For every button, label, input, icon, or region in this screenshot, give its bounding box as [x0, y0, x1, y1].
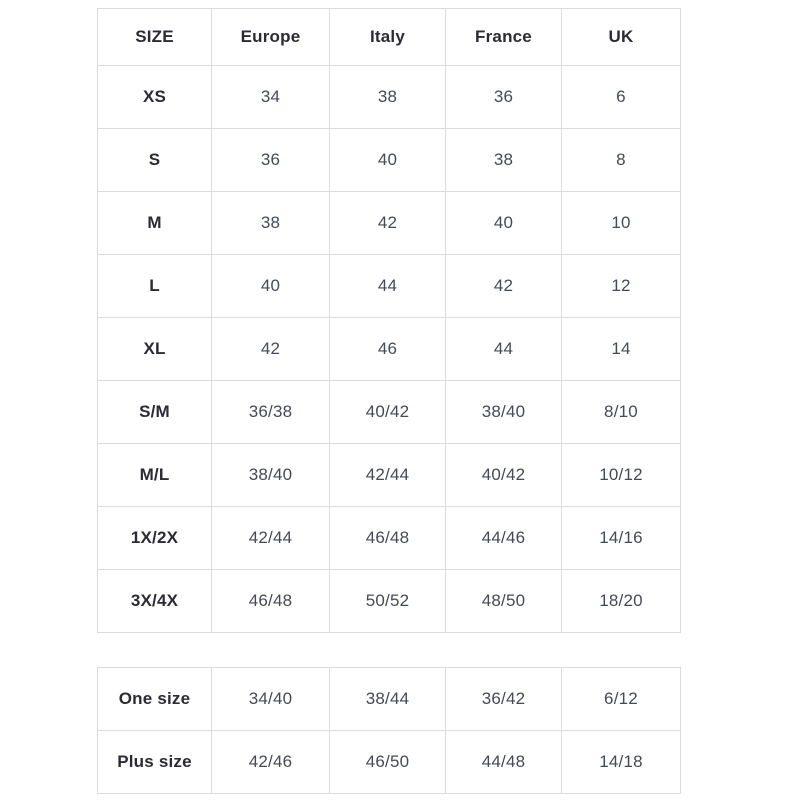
size-value-cell: 40 [330, 129, 446, 192]
row-label: S [98, 129, 212, 192]
size-value-cell: 8 [562, 129, 681, 192]
size-value-cell: 10/12 [562, 444, 681, 507]
column-header-europe: Europe [212, 9, 330, 66]
table-row [98, 668, 681, 731]
size-value-cell: 38 [212, 192, 330, 255]
size-table-body [98, 66, 681, 633]
table-row [98, 192, 681, 255]
size-value-cell: 46/50 [330, 731, 446, 794]
size-value-cell: 44 [330, 255, 446, 318]
special-sizes-table-body [98, 668, 681, 794]
size-value-cell: 38/40 [446, 381, 562, 444]
size-value-cell: 42/44 [212, 507, 330, 570]
size-value-cell: 36 [446, 66, 562, 129]
column-header-italy: Italy [330, 9, 446, 66]
table-row [98, 318, 681, 381]
size-value-cell: 44/46 [446, 507, 562, 570]
size-value-cell: 40/42 [446, 444, 562, 507]
table-row [98, 507, 681, 570]
table-row [98, 129, 681, 192]
size-value-cell: 36/38 [212, 381, 330, 444]
size-value-cell: 8/10 [562, 381, 681, 444]
row-label: XL [98, 318, 212, 381]
size-value-cell: 40/42 [330, 381, 446, 444]
row-label: M [98, 192, 212, 255]
size-value-cell: 36 [212, 129, 330, 192]
size-value-cell: 38/44 [330, 668, 446, 731]
table-row [98, 66, 681, 129]
size-value-cell: 14/16 [562, 507, 681, 570]
size-value-cell: 14/18 [562, 731, 681, 794]
size-value-cell: 42 [212, 318, 330, 381]
table-row [98, 731, 681, 794]
size-value-cell: 40 [212, 255, 330, 318]
size-value-cell: 40 [446, 192, 562, 255]
size-value-cell: 50/52 [330, 570, 446, 633]
row-label: Plus size [98, 731, 212, 794]
column-header-uk: UK [562, 9, 681, 66]
size-value-cell: 38 [330, 66, 446, 129]
size-value-cell: 44 [446, 318, 562, 381]
size-conversion-table [97, 8, 681, 633]
size-value-cell: 38/40 [212, 444, 330, 507]
size-value-cell: 6 [562, 66, 681, 129]
row-label: L [98, 255, 212, 318]
column-header-size: SIZE [98, 9, 212, 66]
size-value-cell: 18/20 [562, 570, 681, 633]
size-value-cell: 42 [446, 255, 562, 318]
table-row [98, 570, 681, 633]
size-value-cell: 14 [562, 318, 681, 381]
size-value-cell: 6/12 [562, 668, 681, 731]
size-value-cell: 38 [446, 129, 562, 192]
table-row [98, 381, 681, 444]
table-row [98, 255, 681, 318]
size-value-cell: 46/48 [212, 570, 330, 633]
size-value-cell: 44/48 [446, 731, 562, 794]
row-label: One size [98, 668, 212, 731]
size-value-cell: 42/46 [212, 731, 330, 794]
size-table-header-row [98, 9, 681, 66]
size-value-cell: 10 [562, 192, 681, 255]
size-value-cell: 34 [212, 66, 330, 129]
row-label: 1X/2X [98, 507, 212, 570]
row-label: M/L [98, 444, 212, 507]
row-label: 3X/4X [98, 570, 212, 633]
size-value-cell: 46 [330, 318, 446, 381]
size-value-cell: 36/42 [446, 668, 562, 731]
size-value-cell: 46/48 [330, 507, 446, 570]
size-value-cell: 12 [562, 255, 681, 318]
size-value-cell: 42 [330, 192, 446, 255]
row-label: S/M [98, 381, 212, 444]
column-header-france: France [446, 9, 562, 66]
size-value-cell: 48/50 [446, 570, 562, 633]
size-value-cell: 34/40 [212, 668, 330, 731]
table-row [98, 444, 681, 507]
size-value-cell: 42/44 [330, 444, 446, 507]
special-sizes-table [97, 667, 681, 794]
row-label: XS [98, 66, 212, 129]
